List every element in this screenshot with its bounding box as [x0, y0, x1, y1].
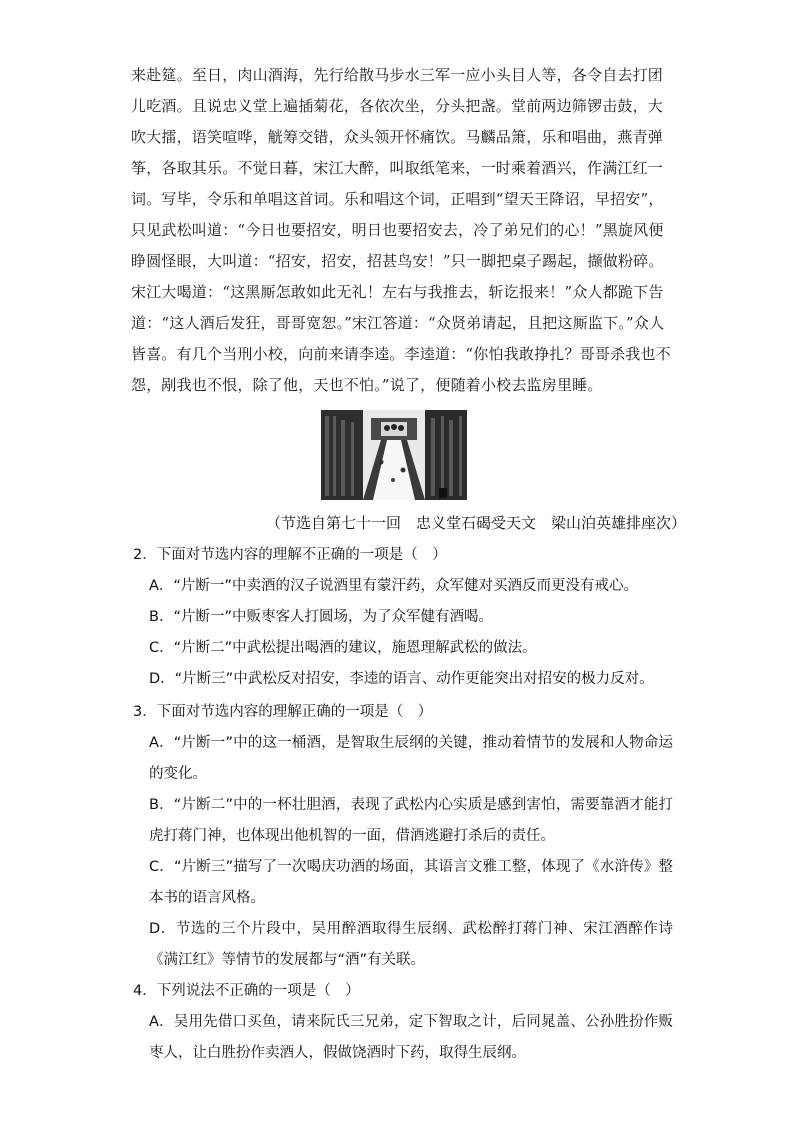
question-2	[133, 540, 673, 695]
option-a: A．吴用先借口买鱼，请来阮氏三兄弟，定下智取之计，后同晁盖、公孙胜扮作贩枣人，让白胜扮作卖酒人，假做饶酒时下药，取得生辰纲。	[149, 1014, 673, 1061]
excerpt-paragraph: 来赴筵。至日，肉山酒海，先行给散马步水三军一应小头目人等，各令自去打团儿吃酒。且说忠义堂上遍插菊花，各依次坐，分头把盏。堂前两边筛锣击鼓，大吹大擂，语笑喧哗，觥筹交错，众头领开怀痛饮。马麟品箫，乐和唱曲，燕青弹筝，各取其乐。不觉日暮，宋江大醉，叫取纸笔来，一时乘着酒兴，作满江红一词。写毕，令乐和单唱这首词。乐和唱这个词，正唱到“望天王降诏，早招安”，只见武松叫道：“今日也要招安，明日也要招安去，冷了弟兄们的心！”黑旋风便睁圆怪眼，大叫道：“招安，招安，招甚鸟安！”只一脚把桌子踢起，撷做粉碎。宋江大喝道：“这黑厮怎敢如此无礼！左右与我推去，斩讫报来！”众人都跪下告道：“这人酒后发狂，哥哥宽恕。”宋江答道：“众贤弟请起，且把这厮监下。”众人皆喜。有几个当刑小校，向前来请李逵。李逵道：“你怕我敢挣扎？哥哥杀我也不怨，剐我也不恨，除了他，天也不怕。”说了，便随着小校去监房里睡。	[131, 66, 671, 394]
option-d: D．节选的三个片段中，吴用醉酒取得生辰纲、武松醉打蒋门神、宋江酒醉作诗《满江红》等情节的发展都与“酒”有关联。	[149, 921, 673, 968]
option-d: D．“片断三”中武松反对招安，李逵的语言、动作更能突出对招安的极力反对。	[149, 671, 654, 687]
question-3	[133, 697, 673, 976]
hall-illustration	[321, 410, 467, 500]
question-stem: 2．下面对节选内容的理解不正确的一项是（ ）	[133, 547, 447, 563]
novel-excerpt	[131, 60, 671, 401]
question-4	[133, 976, 673, 1069]
option-c: C．“片断二”中武松提出喝酒的建议，施恩理解武松的做法。	[149, 640, 537, 656]
question-stem: 3．下面对节选内容的理解正确的一项是（ ）	[133, 704, 433, 720]
option-c: C．“片断三”描写了一次喝庆功酒的场面，其语言文雅工整，体现了《水浒传》整本书的语言风格。	[149, 859, 673, 906]
excerpt-source-caption: （节选自第七十一回 忠义堂石碣受天文 梁山泊英雄排座次）	[266, 514, 687, 532]
option-a: A．“片断一”中卖酒的汉子说酒里有蒙汗药，众军健对买酒反而更没有戒心。	[149, 578, 638, 594]
question-stem: 4．下列说法不正确的一项是（ ）	[133, 983, 360, 999]
option-a: A．“片断一”中的这一桶酒，是智取生辰纲的关键，推动着情节的发展和人物命运的变化。	[149, 735, 673, 782]
option-b: B．“片断一”中贩枣客人打圆场，为了众军健有酒喝。	[149, 609, 493, 625]
option-b: B．“片断二”中的一杯壮胆酒，表现了武松内心实质是感到害怕，需要靠酒才能打虎打蒋门神，也体现出他机智的一面，借酒逃避打杀后的责任。	[149, 797, 673, 844]
